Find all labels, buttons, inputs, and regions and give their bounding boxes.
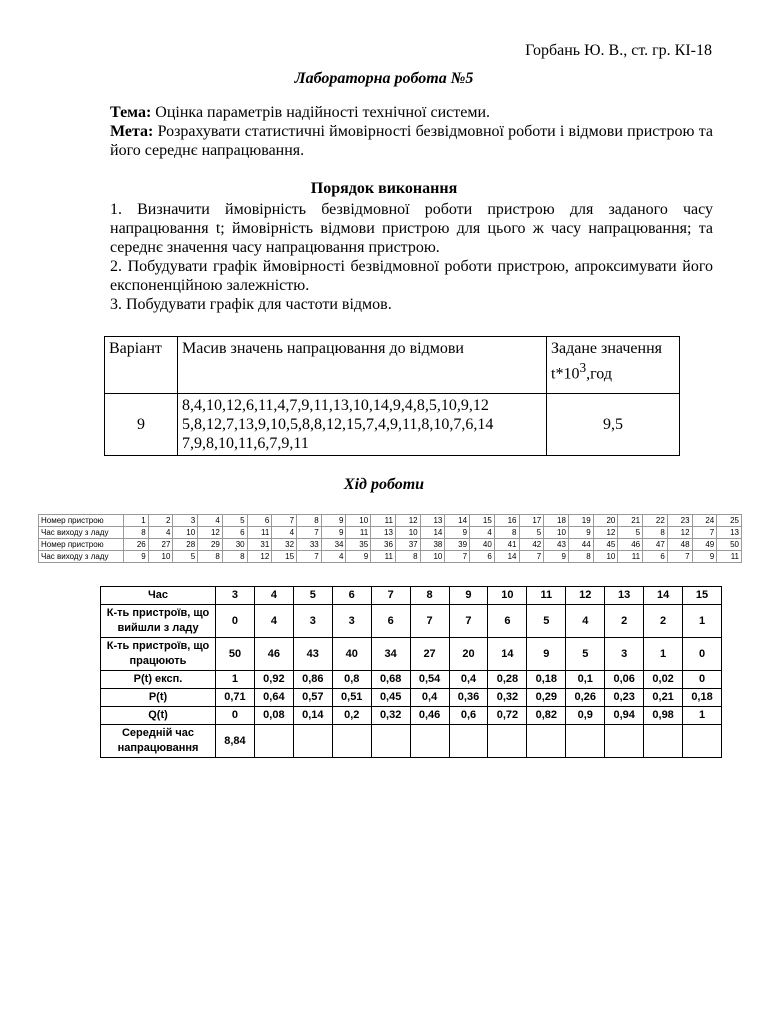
table-cell: 24 bbox=[692, 515, 717, 527]
table-cell: 17 bbox=[519, 515, 544, 527]
goal-label: Мета: bbox=[110, 123, 154, 140]
table-cell: 2 bbox=[605, 605, 644, 638]
table-cell: 0,02 bbox=[644, 671, 683, 689]
table-cell: 6 bbox=[470, 551, 495, 563]
table-cell: 2 bbox=[148, 515, 173, 527]
table-cell: 9 bbox=[346, 551, 371, 563]
row-label: К-ть пристроїв, що працюють bbox=[101, 638, 216, 671]
table-cell: 34 bbox=[371, 638, 410, 671]
table-cell bbox=[683, 725, 722, 758]
table-cell: 13 bbox=[605, 587, 644, 605]
table-cell: 50 bbox=[717, 539, 742, 551]
table-cell: 0,92 bbox=[254, 671, 293, 689]
table-cell: 13 bbox=[371, 527, 396, 539]
table-cell: 50 bbox=[216, 638, 255, 671]
table-cell: 13 bbox=[717, 527, 742, 539]
step-item: 2. Побудувати графік ймовірності безвідмовної роботи пристрою, апроксимувати його експоненційною залежністю. bbox=[110, 258, 713, 294]
table-cell: 5 bbox=[222, 515, 247, 527]
table-cell: 4 bbox=[254, 587, 293, 605]
table-cell: 10 bbox=[346, 515, 371, 527]
table-cell: 11 bbox=[371, 551, 396, 563]
table-cell: 3 bbox=[293, 605, 332, 638]
table-cell: 10 bbox=[488, 587, 527, 605]
table-row bbox=[101, 707, 722, 725]
author-line: Горбань Ю. В., ст. гр. КІ-18 bbox=[525, 42, 712, 59]
order-title: Порядок виконання bbox=[310, 180, 458, 197]
table-cell: 14 bbox=[488, 638, 527, 671]
table-cell: 0,18 bbox=[527, 671, 566, 689]
table-row bbox=[39, 515, 742, 527]
table-cell bbox=[410, 725, 449, 758]
table-cell: 6 bbox=[488, 605, 527, 638]
progress-title: Хід роботи bbox=[343, 476, 425, 493]
table-cell: 44 bbox=[568, 539, 593, 551]
table-cell: 22 bbox=[643, 515, 668, 527]
table-cell: 0,82 bbox=[527, 707, 566, 725]
table-row bbox=[39, 527, 742, 539]
table-cell: 0,32 bbox=[371, 707, 410, 725]
table-cell: 5 bbox=[173, 551, 198, 563]
given-header-sup: 3 bbox=[579, 360, 587, 375]
steps-list bbox=[110, 200, 713, 314]
table-cell: 16 bbox=[494, 515, 519, 527]
table-cell: 1 bbox=[683, 707, 722, 725]
table-cell: 0,14 bbox=[293, 707, 332, 725]
table-cell bbox=[566, 725, 605, 758]
table-cell: 45 bbox=[593, 539, 618, 551]
table-cell: 3 bbox=[605, 638, 644, 671]
table-cell: 11 bbox=[346, 527, 371, 539]
table-cell: 20 bbox=[593, 515, 618, 527]
table-cell: 12 bbox=[593, 527, 618, 539]
table-cell: 30 bbox=[222, 539, 247, 551]
table-cell: 18 bbox=[544, 515, 569, 527]
table-cell: 43 bbox=[544, 539, 569, 551]
table-cell: 12 bbox=[198, 527, 223, 539]
table-cell: 7 bbox=[371, 587, 410, 605]
table-row bbox=[101, 671, 722, 689]
table-cell: 9 bbox=[321, 527, 346, 539]
given-header-suffix: ,год bbox=[586, 365, 612, 383]
table-cell: 9 bbox=[692, 551, 717, 563]
table-cell: 4 bbox=[470, 527, 495, 539]
table-cell: 4 bbox=[254, 605, 293, 638]
table-cell: 29 bbox=[198, 539, 223, 551]
table-cell bbox=[254, 725, 293, 758]
table-cell: 0,46 bbox=[410, 707, 449, 725]
table-cell bbox=[332, 725, 371, 758]
lab-title: Лабораторна робота №5 bbox=[294, 70, 474, 87]
table-cell: 0,4 bbox=[449, 671, 488, 689]
table-cell: 27 bbox=[148, 539, 173, 551]
table-cell: 0,51 bbox=[332, 689, 371, 707]
table-cell: 0,36 bbox=[449, 689, 488, 707]
table-cell: 38 bbox=[420, 539, 445, 551]
table-row bbox=[101, 587, 722, 605]
table-row bbox=[101, 689, 722, 707]
table-row bbox=[101, 725, 722, 758]
table-cell: 0,64 bbox=[254, 689, 293, 707]
table-cell: 4 bbox=[148, 527, 173, 539]
variant-table bbox=[104, 336, 680, 456]
table-cell: 46 bbox=[618, 539, 643, 551]
table-cell: 5 bbox=[566, 638, 605, 671]
table-cell: 3 bbox=[173, 515, 198, 527]
table-cell: 4 bbox=[321, 551, 346, 563]
table-cell: 9 bbox=[445, 527, 470, 539]
table-cell: 0,9 bbox=[566, 707, 605, 725]
goal-paragraph bbox=[110, 122, 713, 160]
table-cell: 15 bbox=[470, 515, 495, 527]
table-cell: 12 bbox=[395, 515, 420, 527]
devices-table bbox=[38, 514, 742, 563]
table-cell: 5 bbox=[618, 527, 643, 539]
table-cell: 20 bbox=[449, 638, 488, 671]
table-cell: 28 bbox=[173, 539, 198, 551]
table-cell: 3 bbox=[332, 605, 371, 638]
table-cell: 10 bbox=[420, 551, 445, 563]
table-cell: 0 bbox=[216, 605, 255, 638]
table-cell bbox=[605, 725, 644, 758]
table-cell: 8 bbox=[643, 527, 668, 539]
table-cell: 48 bbox=[667, 539, 692, 551]
table-row bbox=[39, 539, 742, 551]
table-cell: 10 bbox=[593, 551, 618, 563]
table-cell: 37 bbox=[395, 539, 420, 551]
topic-paragraph bbox=[110, 103, 713, 122]
table-cell: 1 bbox=[683, 605, 722, 638]
table-cell: 7 bbox=[445, 551, 470, 563]
table-cell: 41 bbox=[494, 539, 519, 551]
table-cell: 3 bbox=[216, 587, 255, 605]
table-cell: 8,84 bbox=[216, 725, 255, 758]
table-cell: 15 bbox=[272, 551, 297, 563]
topic-label: Тема: bbox=[110, 104, 152, 121]
table-cell: 0,45 bbox=[371, 689, 410, 707]
table-row bbox=[101, 638, 722, 671]
table-cell: 49 bbox=[692, 539, 717, 551]
table-cell: 9 bbox=[321, 515, 346, 527]
table-cell: 23 bbox=[667, 515, 692, 527]
row-label: Час виходу з ладу bbox=[39, 527, 124, 539]
given-cell: 9,5 bbox=[547, 394, 680, 456]
table-cell bbox=[527, 725, 566, 758]
table-cell: 0 bbox=[216, 707, 255, 725]
table-cell: 6 bbox=[222, 527, 247, 539]
table-cell: 6 bbox=[643, 551, 668, 563]
table-cell: 0,71 bbox=[216, 689, 255, 707]
array-header-cell: Масив значень напрацювання до відмови bbox=[178, 337, 547, 394]
table-cell bbox=[449, 725, 488, 758]
table-cell: 12 bbox=[247, 551, 272, 563]
table-cell: 34 bbox=[321, 539, 346, 551]
table-cell: 10 bbox=[173, 527, 198, 539]
table-cell: 15 bbox=[683, 587, 722, 605]
row-label: Номер пристрою bbox=[39, 539, 124, 551]
table-cell: 6 bbox=[247, 515, 272, 527]
table-cell: 0,6 bbox=[449, 707, 488, 725]
results-table bbox=[100, 586, 722, 758]
table-cell: 0,72 bbox=[488, 707, 527, 725]
table-cell: 0,54 bbox=[410, 671, 449, 689]
table-cell: 8 bbox=[410, 587, 449, 605]
table-cell: 13 bbox=[420, 515, 445, 527]
table-cell: 5 bbox=[293, 587, 332, 605]
table-cell: 0 bbox=[683, 638, 722, 671]
step-item: 1. Визначити ймовірність безвідмовної роботи пристрою для заданого часу напрацювання t; ймовірність відмови пристрою для цього ж часу напрацювання; та середнє значення часу напрацювання пристрою. bbox=[110, 201, 713, 256]
goal-text: Розрахувати статистичні ймовірності безвідмовної роботи і відмови пристрою та його середнє напрацювання. bbox=[110, 123, 713, 159]
row-label: P(t) експ. bbox=[101, 671, 216, 689]
table-cell: 4 bbox=[198, 515, 223, 527]
row-label: К-ть пристроїв, що вийшли з ладу bbox=[101, 605, 216, 638]
table-cell: 43 bbox=[293, 638, 332, 671]
row-label: P(t) bbox=[101, 689, 216, 707]
table-cell: 8 bbox=[395, 551, 420, 563]
table-cell: 0 bbox=[683, 671, 722, 689]
table-cell: 0,08 bbox=[254, 707, 293, 725]
table-cell: 31 bbox=[247, 539, 272, 551]
table-cell: 7 bbox=[692, 527, 717, 539]
array-cell: 8,4,10,12,6,11,4,7,9,11,13,10,14,9,4,8,5,10,9,12 5,8,12,7,13,9,10,5,8,8,12,15,7,4,9,11,8,10,7,6,14 7,9,8,10,11,6,7,9,11 bbox=[178, 394, 547, 456]
table-cell: 10 bbox=[395, 527, 420, 539]
table-cell: 7 bbox=[297, 527, 322, 539]
table-cell: 6 bbox=[332, 587, 371, 605]
table-cell: 0,8 bbox=[332, 671, 371, 689]
table-cell: 0,2 bbox=[332, 707, 371, 725]
table-cell: 33 bbox=[297, 539, 322, 551]
table-cell: 39 bbox=[445, 539, 470, 551]
table-cell: 11 bbox=[618, 551, 643, 563]
table-cell: 10 bbox=[544, 527, 569, 539]
table-cell: 25 bbox=[717, 515, 742, 527]
table-cell: 46 bbox=[254, 638, 293, 671]
table-cell: 5 bbox=[527, 605, 566, 638]
row-label: Час bbox=[101, 587, 216, 605]
variant-cell: 9 bbox=[105, 394, 178, 456]
table-cell: 7 bbox=[272, 515, 297, 527]
variant-header-cell: Варіант bbox=[105, 337, 178, 394]
table-cell: 0,21 bbox=[644, 689, 683, 707]
table-cell: 0,29 bbox=[527, 689, 566, 707]
table-cell: 6 bbox=[371, 605, 410, 638]
table-cell: 14 bbox=[445, 515, 470, 527]
topic-text: Оцінка параметрів надійності технічної системи. bbox=[151, 104, 491, 121]
table-cell: 12 bbox=[667, 527, 692, 539]
table-cell: 8 bbox=[297, 515, 322, 527]
table-cell: 40 bbox=[470, 539, 495, 551]
table-cell: 7 bbox=[449, 605, 488, 638]
table-cell: 1 bbox=[644, 638, 683, 671]
table-cell: 8 bbox=[568, 551, 593, 563]
given-header-prefix: Задане значення t*10 bbox=[551, 340, 662, 383]
row-label: Q(t) bbox=[101, 707, 216, 725]
table-cell: 0,4 bbox=[410, 689, 449, 707]
table-cell: 0,94 bbox=[605, 707, 644, 725]
table-cell: 26 bbox=[124, 539, 149, 551]
table-cell: 8 bbox=[494, 527, 519, 539]
table-cell bbox=[371, 725, 410, 758]
table-cell: 10 bbox=[148, 551, 173, 563]
table-row bbox=[101, 605, 722, 638]
table-cell: 0,57 bbox=[293, 689, 332, 707]
table-cell: 8 bbox=[198, 551, 223, 563]
table-cell: 9 bbox=[544, 551, 569, 563]
table-cell: 0,26 bbox=[566, 689, 605, 707]
table-cell: 19 bbox=[568, 515, 593, 527]
table-cell: 11 bbox=[371, 515, 396, 527]
table-cell: 11 bbox=[527, 587, 566, 605]
table-cell: 0,23 bbox=[605, 689, 644, 707]
table-cell: 35 bbox=[346, 539, 371, 551]
table-cell: 7 bbox=[297, 551, 322, 563]
table-cell bbox=[293, 725, 332, 758]
row-label: Середній час напрацювання bbox=[101, 725, 216, 758]
table-cell: 8 bbox=[124, 527, 149, 539]
table-cell: 0,28 bbox=[488, 671, 527, 689]
table-cell: 32 bbox=[272, 539, 297, 551]
table-cell: 2 bbox=[644, 605, 683, 638]
table-cell: 14 bbox=[494, 551, 519, 563]
table-cell bbox=[488, 725, 527, 758]
variant-table-header-row bbox=[105, 337, 680, 394]
table-cell: 47 bbox=[643, 539, 668, 551]
step-item: 3. Побудувати графік для частоти відмов. bbox=[110, 296, 392, 313]
table-cell: 1 bbox=[124, 515, 149, 527]
table-cell: 4 bbox=[272, 527, 297, 539]
table-cell: 1 bbox=[216, 671, 255, 689]
table-cell: 14 bbox=[420, 527, 445, 539]
table-cell: 0,18 bbox=[683, 689, 722, 707]
table-cell: 9 bbox=[527, 638, 566, 671]
table-cell: 42 bbox=[519, 539, 544, 551]
variant-table-row bbox=[105, 394, 680, 456]
table-cell: 36 bbox=[371, 539, 396, 551]
table-cell: 0,06 bbox=[605, 671, 644, 689]
table-cell: 7 bbox=[410, 605, 449, 638]
table-cell: 4 bbox=[566, 605, 605, 638]
table-cell: 40 bbox=[332, 638, 371, 671]
row-label: Час виходу з ладу bbox=[39, 551, 124, 563]
table-cell: 0,98 bbox=[644, 707, 683, 725]
table-cell: 9 bbox=[568, 527, 593, 539]
table-cell: 0,32 bbox=[488, 689, 527, 707]
row-label: Номер пристрою bbox=[39, 515, 124, 527]
table-cell: 7 bbox=[667, 551, 692, 563]
table-cell: 8 bbox=[222, 551, 247, 563]
table-cell: 5 bbox=[519, 527, 544, 539]
table-cell bbox=[644, 725, 683, 758]
table-row bbox=[39, 551, 742, 563]
table-cell: 9 bbox=[449, 587, 488, 605]
table-cell: 11 bbox=[247, 527, 272, 539]
table-cell: 14 bbox=[644, 587, 683, 605]
table-cell: 11 bbox=[717, 551, 742, 563]
table-cell: 0,68 bbox=[371, 671, 410, 689]
table-cell: 27 bbox=[410, 638, 449, 671]
table-cell: 0,1 bbox=[566, 671, 605, 689]
table-cell: 7 bbox=[519, 551, 544, 563]
table-cell: 0,86 bbox=[293, 671, 332, 689]
table-cell: 12 bbox=[566, 587, 605, 605]
table-cell: 9 bbox=[124, 551, 149, 563]
given-header-cell bbox=[547, 337, 680, 394]
table-cell: 21 bbox=[618, 515, 643, 527]
